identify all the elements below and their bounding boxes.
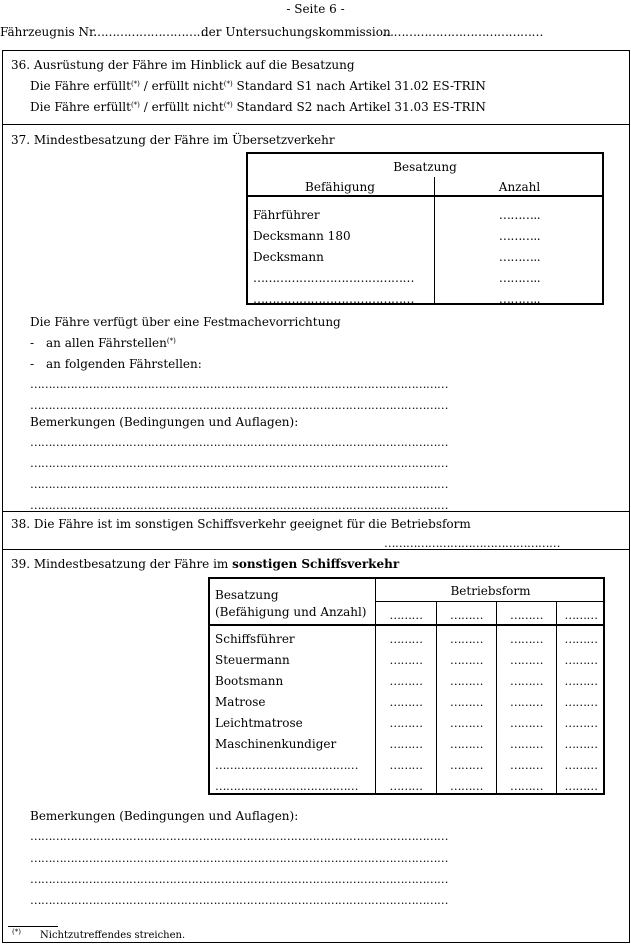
table-row-label[interactable]: ………………………………… [215, 779, 358, 793]
s36-l1-a: Die Fähre erfüllt [30, 79, 131, 93]
table-row-count[interactable]: ……….. [498, 229, 541, 243]
table-cell[interactable]: ……… [510, 716, 543, 730]
table-row-count[interactable]: ……….. [498, 250, 541, 264]
ferry-points-line[interactable]: …………………………………………………………………………………………………… [30, 377, 448, 391]
table-cell[interactable]: ……… [450, 653, 483, 667]
section-39-title-a: 39. Mindestbesatzung der Fähre im [11, 557, 233, 571]
table-row-label: Schiffsführer [215, 632, 295, 646]
footnote-mark: (*) [12, 928, 21, 936]
table-cell[interactable]: ……… [389, 632, 423, 646]
ferry-points-line[interactable]: …………………………………………………………………………………………………… [30, 398, 448, 412]
mode-column-field[interactable]: ……… [450, 608, 483, 622]
table-row-label: Bootsmann [215, 674, 284, 688]
section-37-title: 37. Mindestbesatzung der Fähre im Übersetzverkehr [11, 133, 335, 147]
section-36-line1 [30, 79, 486, 93]
remarks-line-37[interactable]: …………………………………………………………………………………………………… [30, 435, 448, 449]
table-cell[interactable]: ……… [564, 758, 598, 772]
s36-l2-c: Standard S2 nach Artikel 31.03 ES-TRIN [232, 100, 486, 114]
table-row-label: Steuermann [215, 653, 290, 667]
table-cell[interactable]: ……… [510, 674, 543, 688]
crew-table-37-col-count: Anzahl [498, 180, 541, 194]
section-39-title [11, 557, 399, 571]
page-label: - Seite 6 - [286, 2, 345, 16]
remarks-line-37[interactable]: …………………………………………………………………………………………………… [30, 456, 448, 470]
table-row-label[interactable]: ………………………………… [215, 758, 358, 772]
footnote-rule [8, 926, 58, 927]
footnote-mark: (*) [223, 80, 233, 88]
mode-column-field[interactable]: ……… [510, 608, 543, 622]
footnote-mark: (*) [130, 80, 140, 88]
mode-column-field[interactable]: ……… [389, 608, 423, 622]
table-cell[interactable]: ……… [450, 716, 483, 730]
option-all-ferry-points[interactable] [46, 336, 176, 350]
table-cell[interactable]: ……… [510, 737, 543, 751]
table-row-count[interactable]: ……….. [498, 271, 541, 285]
commission-label: der Untersuchungskommission [201, 25, 391, 39]
certificate-number-field[interactable]: ………………………… [93, 25, 208, 39]
footnote-text: Nichtzutreffendes streichen. [40, 930, 186, 941]
remarks-line-39[interactable]: …………………………………………………………………………………………………… [30, 893, 448, 907]
table-row-qual[interactable]: …………………………………… [253, 292, 414, 306]
table-row-count[interactable]: ……….. [498, 208, 541, 222]
mode-column-field[interactable]: ……… [564, 608, 598, 622]
crew-table-39-col-crew-1: Besatzung [215, 588, 279, 602]
table-cell[interactable]: ……… [389, 695, 423, 709]
remarks-line-39[interactable]: …………………………………………………………………………………………………… [30, 829, 448, 843]
footnote-mark: (*) [223, 101, 233, 109]
section-38-field[interactable]: ………………………………………… [384, 536, 560, 550]
table-cell[interactable]: ……… [450, 674, 483, 688]
table-cell[interactable]: ……… [450, 758, 483, 772]
table-cell[interactable]: ……… [450, 632, 483, 646]
table-cell[interactable]: ……… [389, 716, 423, 730]
crew-table-39-header-rule [208, 624, 605, 626]
table-cell[interactable]: ……… [510, 779, 543, 793]
table-cell[interactable]: ……… [564, 632, 598, 646]
option-all-label: an allen Fährstellen [46, 336, 167, 350]
footnote-mark: (*) [130, 101, 140, 109]
table-row-qual: Decksmann [253, 250, 324, 264]
table-cell[interactable]: ……… [564, 653, 598, 667]
table-row-label: Leichtmatrose [215, 716, 303, 730]
table-cell[interactable]: ……… [564, 737, 598, 751]
table-cell[interactable]: ……… [389, 653, 423, 667]
crew-table-39-col-crew-2: (Befähigung und Anzahl) [215, 605, 367, 619]
remarks-line-37[interactable]: …………………………………………………………………………………………………… [30, 498, 448, 512]
section-36-line2 [30, 100, 486, 114]
table-row-label: Matrose [215, 695, 266, 709]
remarks-label-39: Bemerkungen (Bedingungen und Auflagen): [30, 809, 299, 823]
mooring-text: Die Fähre verfügt über eine Festmachevorrichtung [30, 315, 341, 329]
table-cell[interactable]: ……… [450, 695, 483, 709]
table-cell[interactable]: ……… [389, 674, 423, 688]
table-row-count[interactable]: ……….. [498, 292, 541, 306]
table-cell[interactable]: ……… [389, 779, 423, 793]
remarks-line-39[interactable]: …………………………………………………………………………………………………… [30, 872, 448, 886]
section-39-title-b: sonstigen Schiffsverkehr [232, 557, 400, 571]
option-following-ferry-points[interactable]: an folgenden Fährstellen: [46, 357, 202, 371]
crew-table-37-col-qual: Befähigung [305, 180, 375, 194]
s36-l2-b: / erfüllt nicht [139, 100, 224, 114]
table-row-label: Maschinenkundiger [215, 737, 337, 751]
crew-table-37-header: Besatzung [393, 160, 457, 174]
option-dash: - [30, 357, 35, 371]
table-row-qual: Decksmann 180 [253, 229, 351, 243]
commission-field[interactable]: …………………………………… [382, 25, 543, 39]
divider-36-37 [2, 124, 630, 125]
crew-table-39-sub-rule [375, 601, 605, 602]
s36-l2-a: Die Fähre erfüllt [30, 100, 131, 114]
s36-l1-b: / erfüllt nicht [139, 79, 224, 93]
table-row-qual: Fährführer [253, 208, 320, 222]
section-38-title: 38. Die Fähre ist im sonstigen Schiffsverkehr geeignet für die Betriebsform [11, 517, 471, 531]
table-cell[interactable]: ……… [389, 737, 423, 751]
crew-table-37-header-rule [246, 195, 604, 197]
remarks-label-37: Bemerkungen (Bedingungen und Auflagen): [30, 415, 299, 429]
table-cell[interactable]: ……… [389, 758, 423, 772]
certificate-label: Fährzeugnis Nr. [0, 25, 98, 39]
table-cell[interactable]: ……… [564, 716, 598, 730]
option-dash: - [30, 336, 35, 350]
remarks-line-37[interactable]: …………………………………………………………………………………………………… [30, 477, 448, 491]
s36-l1-c: Standard S1 nach Artikel 31.02 ES-TRIN [232, 79, 486, 93]
table-cell[interactable]: ……… [450, 737, 483, 751]
table-cell[interactable]: ……… [564, 779, 598, 793]
table-cell[interactable]: ……… [564, 674, 598, 688]
table-cell[interactable]: ……… [510, 632, 543, 646]
remarks-line-39[interactable]: …………………………………………………………………………………………………… [30, 851, 448, 865]
table-cell[interactable]: ……… [510, 695, 543, 709]
section-36-title: 36. Ausrüstung der Fähre im Hinblick auf die Besatzung [11, 58, 355, 72]
crew-table-39-col-mode: Betriebsform [450, 584, 531, 598]
table-cell[interactable]: ……… [564, 695, 598, 709]
table-row-qual[interactable]: …………………………………… [253, 271, 414, 285]
table-cell[interactable]: ……… [510, 653, 543, 667]
table-cell[interactable]: ……… [450, 779, 483, 793]
footnote-mark: (*) [166, 337, 176, 345]
table-cell[interactable]: ……… [510, 758, 543, 772]
